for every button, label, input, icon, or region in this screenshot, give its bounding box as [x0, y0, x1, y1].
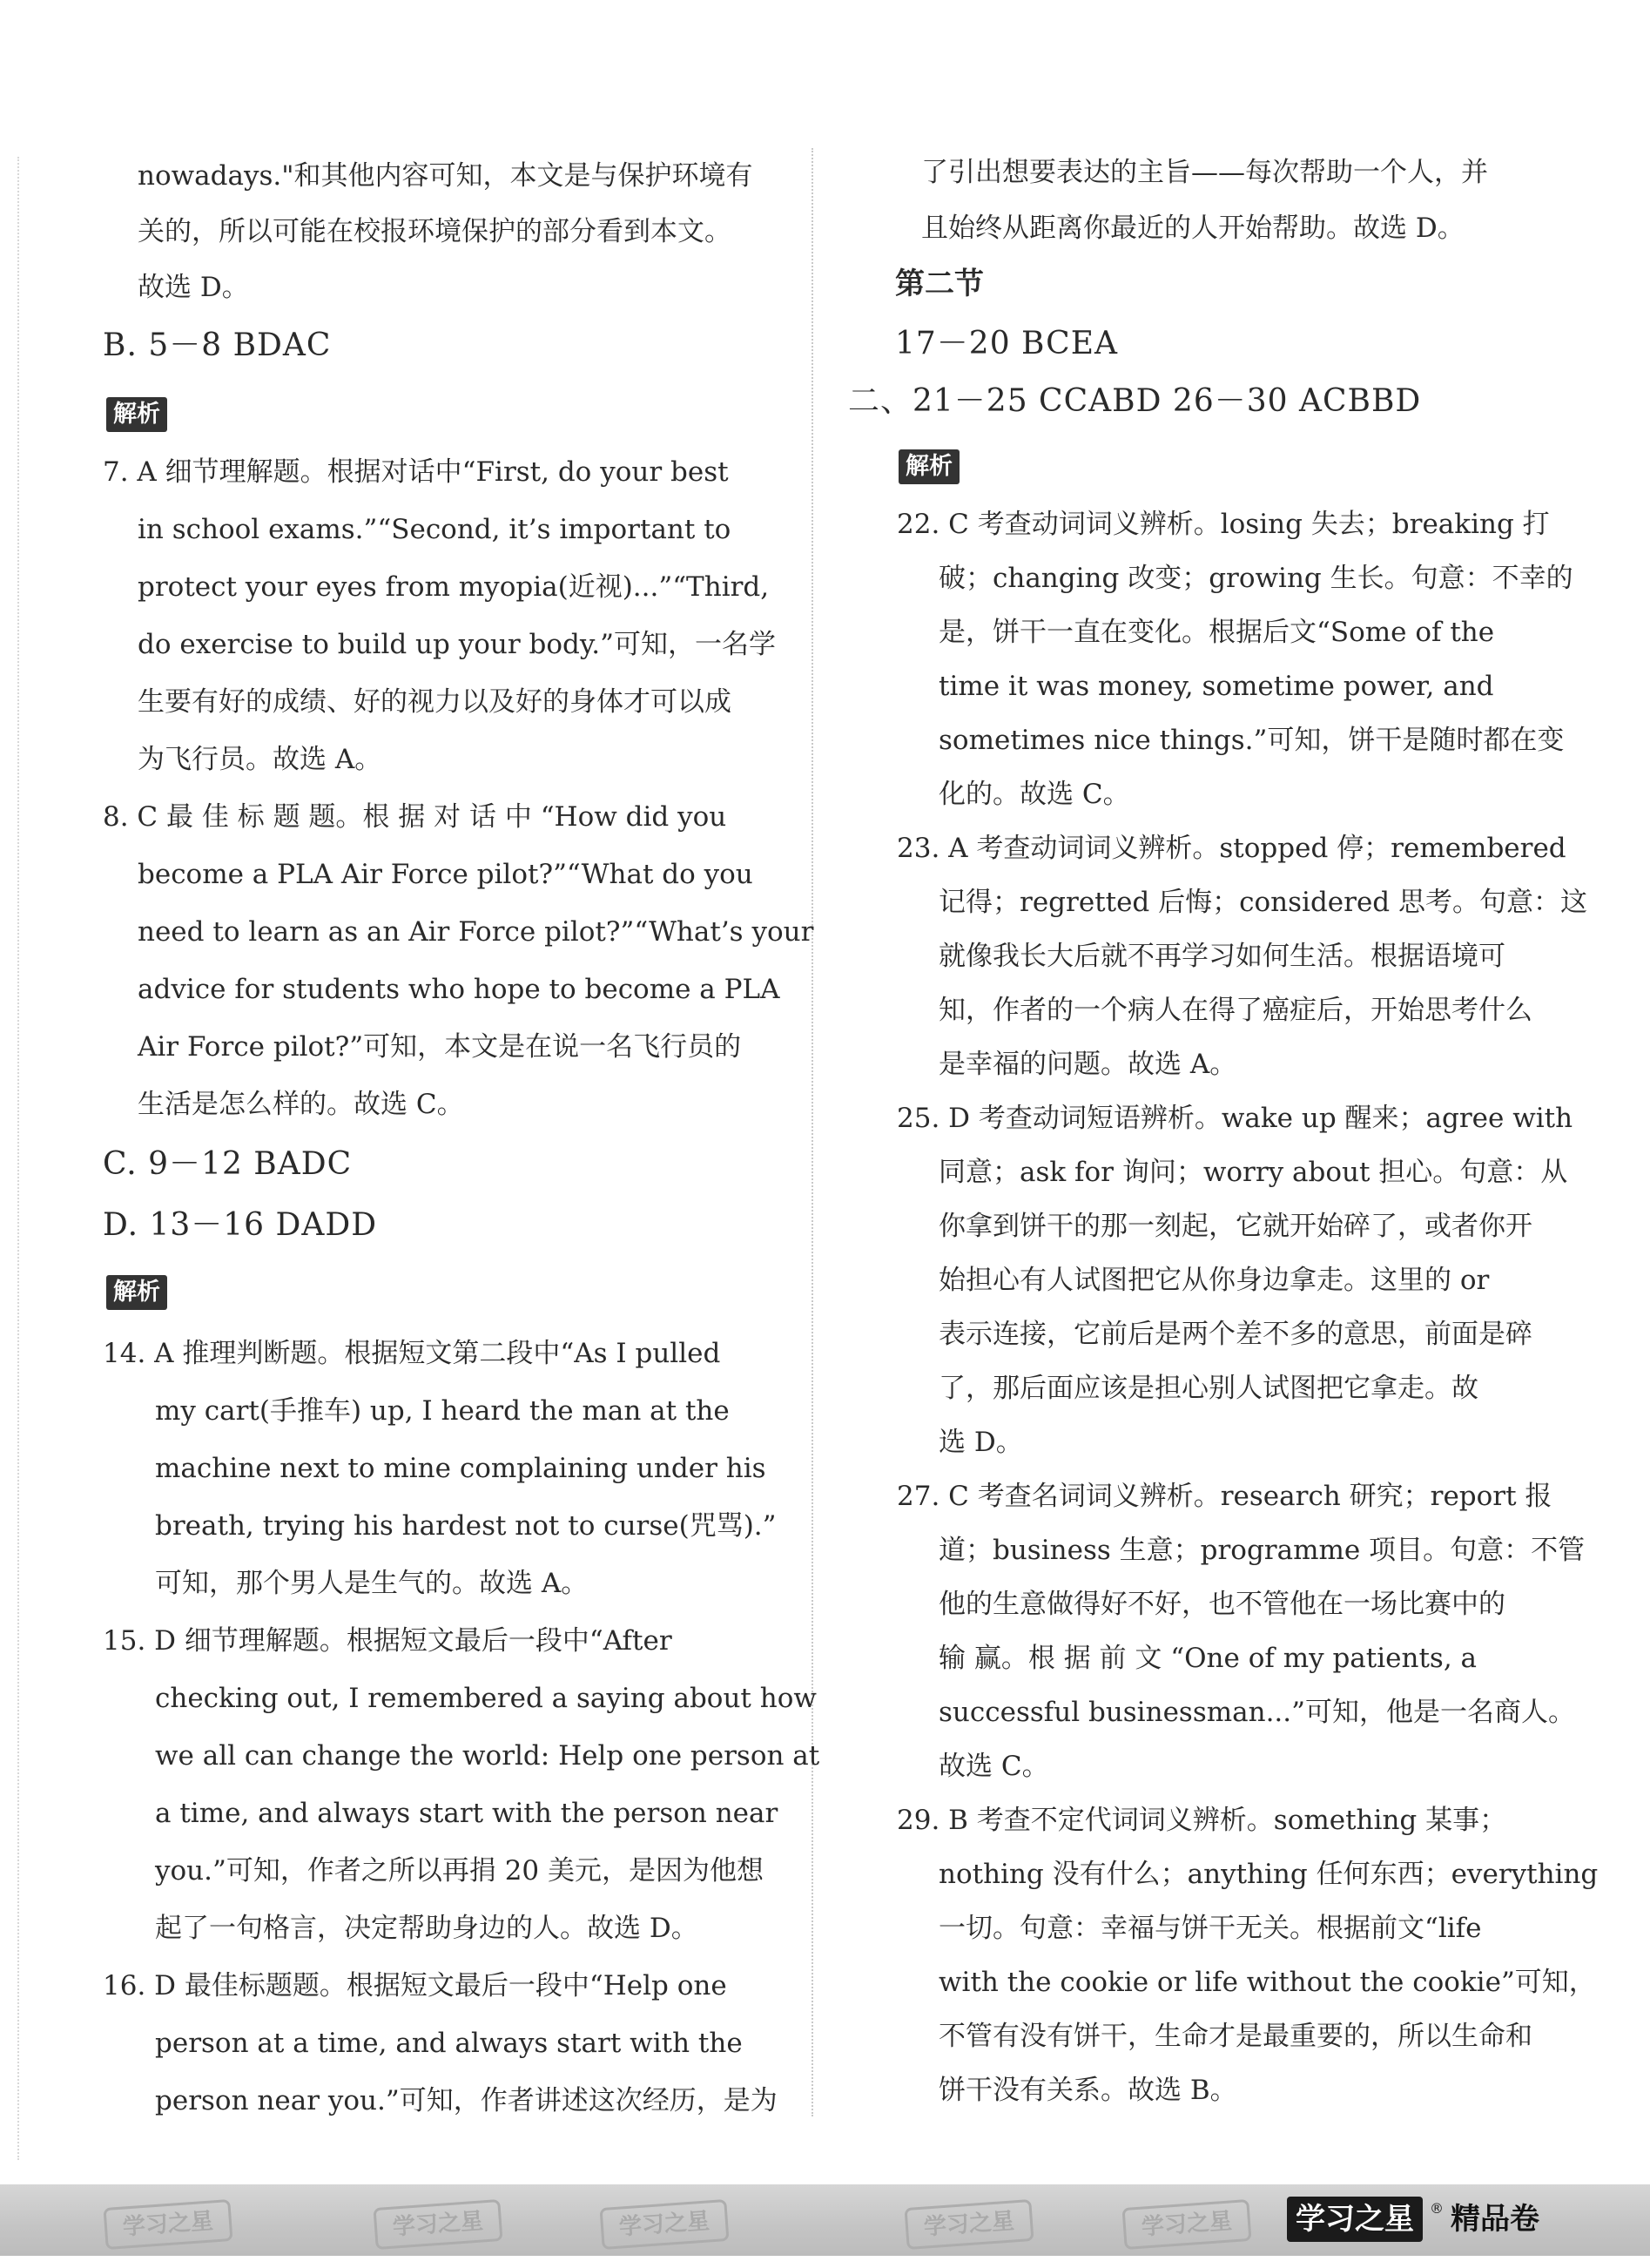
q16-line: person at a time, and always start with the — [155, 2028, 743, 2059]
watermark: 学习之星 — [1122, 2199, 1252, 2250]
brand-logo — [1287, 2197, 1539, 2242]
q15-line: 起了一句格言，决定帮助身边的人。故选 D。 — [155, 1913, 698, 1944]
q8-line: Air Force pilot?”可知，本文是在说一名飞行员的 — [138, 1031, 742, 1063]
watermark: 学习之星 — [600, 2199, 730, 2250]
q22-line: sometimes nice things.”可知，饼干是随时都在变 — [939, 725, 1565, 756]
analysis-badge: 解析 — [899, 449, 960, 484]
q7-line: protect your eyes from myopia(近视)...”“Third, — [138, 571, 770, 603]
q23-line: 就像我长大后就不再学习如何生活。根据语境可 — [939, 941, 1505, 972]
q25-line: 了，那后面应该是担心别人试图把它拿走。故 — [939, 1373, 1478, 1404]
part-two-answers: 二、21－25 CCABD 26－30 ACBBD — [848, 383, 1422, 419]
q27-line: 故选 C。 — [939, 1751, 1049, 1782]
q23-line: 知，作者的一个病人在得了癌症后，开始思考什么 — [939, 995, 1532, 1026]
q16-line: 16. D 最佳标题题。根据短文最后一段中“Help one — [103, 1970, 727, 2001]
q27-line: 27. C 考查名词词义辨析。research 研究；report 报 — [897, 1481, 1552, 1512]
q8-line: become a PLA Air Force pilot?”“What do you — [138, 859, 753, 890]
watermark: 学习之星 — [104, 2199, 233, 2250]
q25-line: 25. D 考查动词短语辨析。wake up 醒来；agree with — [897, 1103, 1573, 1134]
answer-17-20: 17－20 BCEA — [895, 326, 1119, 361]
registered-mark: ® — [1430, 2200, 1444, 2217]
q7-line: 生要有好的成绩、好的视力以及好的身体才可以成 — [138, 686, 731, 718]
q7-line: 7. A 细节理解题。根据对话中“First, do your best — [103, 456, 729, 488]
q29-line: with the cookie or life without the cookie”可知， — [939, 1967, 1596, 1998]
q22-line: 化的。故选 C。 — [939, 779, 1130, 810]
q7-line: 为飞行员。故选 A。 — [138, 744, 382, 775]
analysis-badge: 解析 — [106, 397, 167, 432]
q29-line: 饼干没有关系。故选 B。 — [939, 2075, 1237, 2106]
left-margin-dots — [17, 157, 19, 2160]
q14-line: breath, trying his hardest not to curse(咒骂).” — [155, 1510, 777, 1542]
q14-line: my cart(手推车) up, I heard the man at the — [155, 1395, 730, 1427]
q25-line: 选 D。 — [939, 1427, 1023, 1458]
q29-line: 不管有没有饼干，生命才是最重要的，所以生命和 — [939, 2021, 1532, 2052]
watermark: 学习之星 — [905, 2199, 1034, 2250]
q25-line: 表示连接，它前后是两个差不多的意思，前面是碎 — [939, 1319, 1532, 1350]
q29-line: 一切。句意：幸福与饼干无关。根据前文“life — [939, 1913, 1482, 1944]
q27-line: 他的生意做得好不好，也不管他在一场比赛中的 — [939, 1589, 1505, 1620]
watermark: 学习之星 — [374, 2199, 503, 2250]
q27-line: 道；business 生意；programme 项目。句意：不管 — [939, 1535, 1586, 1566]
q22-line: 是，饼干一直在变化。根据后文“Some of the — [939, 617, 1495, 648]
q14-line: machine next to mine complaining under his — [155, 1453, 766, 1484]
section-answer-b: B. 5－8 BDAC — [103, 327, 332, 363]
q15-line: 15. D 细节理解题。根据短文最后一段中“After — [103, 1625, 672, 1657]
q16-line: person near you.”可知，作者讲述这次经历，是为 — [155, 2085, 778, 2116]
q15-line: a time, and always start with the person near — [155, 1798, 778, 1829]
q7-line: in school exams.”“Second, it’s important to — [138, 514, 731, 545]
q22-line: 破；changing 改变；growing 生长。句意：不幸的 — [939, 563, 1573, 594]
q15-line: checking out, I remembered a saying about how — [155, 1683, 817, 1714]
q14-line: 可知，那个男人是生气的。故选 A。 — [155, 1568, 589, 1599]
brand-logo-mark: 学习之星 — [1287, 2197, 1423, 2242]
q14-line: 14. A 推理判断题。根据短文第二段中“As I pulled — [103, 1338, 721, 1369]
q15-line: you.”可知，作者之所以再捐 20 美元，是因为他想 — [155, 1855, 764, 1887]
q25-line: 同意；ask for 询问；worry about 担心。句意：从 — [939, 1157, 1568, 1188]
q23-line: 记得；regretted 后悔；considered 思考。句意：这 — [939, 887, 1587, 918]
q8-line: 8. C 最 佳 标 题 题。根 据 对 话 中 “How did you — [103, 801, 727, 833]
text-line: nowadays."和其他内容可知，本文是与保护环境有 — [138, 160, 753, 192]
text-line: 且始终从距离你最近的人开始帮助。故选 D。 — [921, 213, 1465, 244]
section-heading: 第二节 — [895, 267, 984, 301]
q8-line: advice for students who hope to become a PLA — [138, 974, 780, 1005]
column-divider — [812, 148, 813, 2116]
q29-line: 29. B 考查不定代词词义辨析。something 某事； — [897, 1805, 1507, 1836]
q27-line: successful businessman...”可知，他是一名商人。 — [939, 1697, 1575, 1728]
brand-label: 精品卷 — [1451, 2202, 1539, 2237]
text-line: 故选 D。 — [138, 272, 249, 303]
q23-line: 是幸福的问题。故选 A。 — [939, 1049, 1237, 1080]
section-answer-c: C. 9－12 BADC — [103, 1146, 353, 1182]
section-answer-d: D. 13－16 DADD — [103, 1207, 378, 1243]
text-line: 关的，所以可能在校报环境保护的部分看到本文。 — [138, 216, 731, 247]
q8-line: 生活是怎么样的。故选 C。 — [138, 1089, 464, 1120]
q25-line: 始担心有人试图把它从你身边拿走。这里的 or — [939, 1265, 1490, 1296]
q15-line: we all can change the world: Help one person at — [155, 1740, 820, 1772]
q25-line: 你拿到饼干的那一刻起，它就开始碎了，或者你开 — [939, 1211, 1532, 1242]
q22-line: 22. C 考查动词词义辨析。losing 失去；breaking 打 — [897, 509, 1550, 540]
q29-line: nothing 没有什么；anything 任何东西；everything — [939, 1859, 1599, 1890]
analysis-badge: 解析 — [106, 1275, 167, 1310]
q7-line: do exercise to build up your body.”可知，一名学 — [138, 629, 776, 660]
q23-line: 23. A 考查动词词义辨析。stopped 停；remembered — [897, 833, 1566, 864]
q22-line: time it was money, sometime power, and — [939, 671, 1494, 702]
text-line: 了引出想要表达的主旨——每次帮助一个人，并 — [921, 157, 1488, 188]
q27-line: 输 赢。根 据 前 文 “One of my patients, a — [939, 1643, 1478, 1674]
q8-line: need to learn as an Air Force pilot?”“What’s your — [138, 916, 814, 948]
footer-band — [0, 2184, 1650, 2256]
